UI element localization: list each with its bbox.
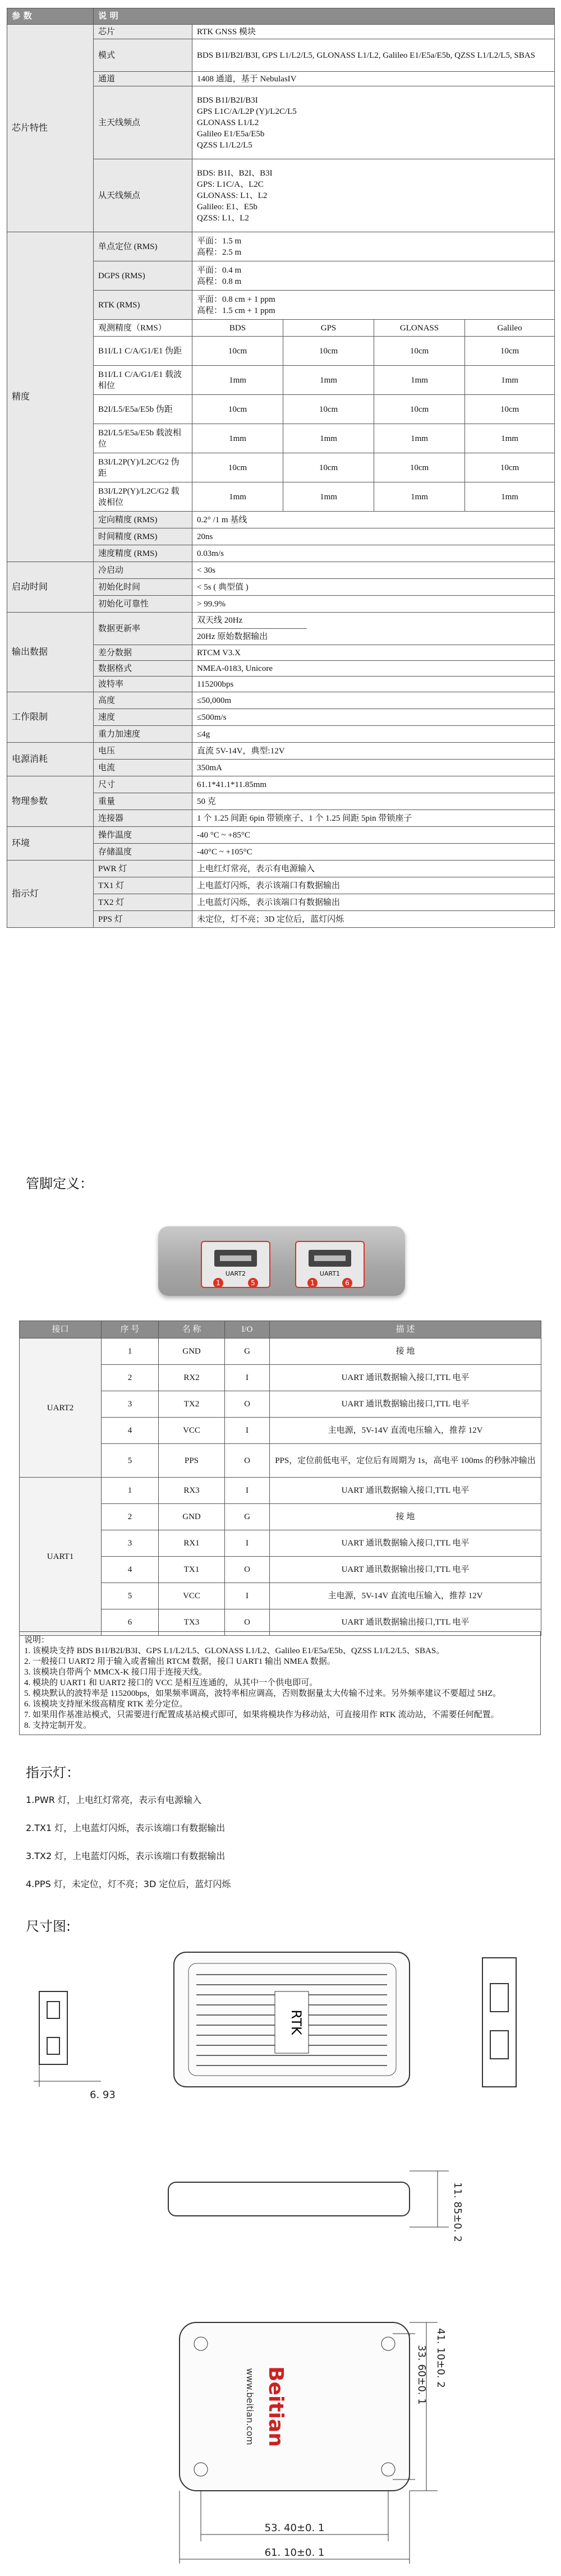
spec-table	[7, 8, 555, 928]
pin-io: O	[225, 1444, 270, 1478]
pin-name: TX1	[159, 1557, 225, 1583]
pin-header-cell: 描 述	[270, 1321, 541, 1338]
section-environment: 环境	[7, 827, 94, 861]
uart1-group: UART1	[20, 1478, 102, 1636]
pin-no: 5	[102, 1444, 159, 1478]
pin-header-cell: I/O	[225, 1321, 270, 1338]
row-value: ≤500m/s	[192, 709, 555, 726]
connector-icon	[214, 1250, 257, 1267]
row-label: 操作温度	[94, 827, 192, 844]
row-label: RTK (RMS)	[94, 291, 192, 320]
pin-no: 6	[102, 1609, 159, 1636]
dim-side: 6. 93	[90, 2089, 116, 2101]
line: Galileo: E1、E5b	[197, 202, 257, 211]
pin-io: G	[225, 1504, 270, 1530]
row-value: 1408 通道，基于 NebulasIV	[192, 72, 555, 86]
row-label: 通道	[94, 72, 192, 86]
pin-name: VCC	[159, 1418, 225, 1444]
pin-name: TX3	[159, 1609, 225, 1636]
line: 平面：0.8 cm + 1 ppm	[197, 295, 275, 304]
section-limits: 工作限制	[7, 692, 94, 743]
row-label: PWR 灯	[94, 861, 192, 877]
obs-header-cell: GLONASS	[374, 320, 465, 337]
spec-header-param: 参 数	[7, 8, 94, 25]
module-body	[158, 1226, 405, 1296]
pin-io: I	[225, 1478, 270, 1504]
row-value: < 30s	[192, 562, 555, 579]
uart2-port-label: UART2	[225, 1270, 246, 1277]
uart1-port-label: UART1	[319, 1270, 341, 1277]
row-value: 0.2° /1 m 基线	[192, 512, 555, 528]
obs-cell: 1mm	[465, 366, 555, 395]
row-label: 速度精度 (RMS)	[94, 545, 192, 562]
pin-name: RX2	[159, 1365, 225, 1391]
row-value: 直流 5V-14V，典型:12V	[192, 743, 555, 760]
pin-desc: UART 通讯数据输入接口,TTL 电平	[270, 1478, 541, 1504]
row-value: < 5s ( 典型值 )	[192, 579, 555, 596]
obs-cell: 10cm	[283, 337, 374, 366]
row-value-multiline	[192, 613, 555, 645]
side-view-drawing	[22, 2149, 544, 2261]
dimension-title: 尺寸图:	[26, 1919, 71, 1934]
obs-cell: 1mm	[192, 482, 283, 512]
obs-header-cell: GPS	[283, 320, 374, 337]
uart1-port	[295, 1241, 365, 1288]
row-value: 61.1*41.1*11.85mm	[192, 776, 555, 793]
row-label: 模式	[94, 39, 192, 72]
row-value-multiline	[192, 232, 555, 261]
pin-desc: 接 地	[270, 1338, 541, 1365]
obs-cell: 10cm	[465, 337, 555, 366]
row-label: 时间精度 (RMS)	[94, 528, 192, 545]
row-value: 上电蓝灯闪烁，表示该端口有数据输出	[192, 894, 555, 911]
pin-io: I	[225, 1365, 270, 1391]
row-label: TX2 灯	[94, 894, 192, 911]
line: BDS: B1I、B2I、B3I	[197, 168, 273, 178]
row-value: 未定位，灯不亮；3D 定位后，蓝灯闪烁	[192, 911, 555, 928]
row-value: 20ns	[192, 528, 555, 545]
row-label: 尺寸	[94, 776, 192, 793]
pin-desc: UART 通讯数据输入接口,TTL 电平	[270, 1530, 541, 1557]
pin-header-cell: 名 称	[159, 1321, 225, 1338]
dim-width-inner: 53. 40±0. 1	[264, 2522, 325, 2534]
line: 双天线 20Hz	[192, 613, 307, 629]
indicator-item: 2.TX1 灯，上电蓝灯闪烁，表示该端口有数据输出	[26, 1823, 226, 1833]
row-label: 波特率	[94, 677, 192, 692]
obs-cell: 1mm	[192, 424, 283, 453]
pin-header-cell: 接口	[20, 1321, 102, 1338]
pin-name: PPS	[159, 1444, 225, 1478]
line: GLONASS: L1、L2	[197, 191, 268, 200]
pin-io: I	[225, 1583, 270, 1609]
pin-desc: 接 地	[270, 1504, 541, 1530]
row-value: > 99.9%	[192, 596, 555, 613]
row-value: NMEA-0183, Unicore	[192, 661, 555, 677]
section-leds: 指示灯	[7, 861, 94, 928]
pin-header-row	[20, 1321, 541, 1338]
note-item: 4. 模块的 UART1 和 UART2 接口的 VCC 是相互连通的，从其中一个供电即可。	[24, 1678, 318, 1687]
notes-title: 说明：	[24, 1636, 50, 1645]
obs-label: B2I/L5/E5a/E5b 载波相位	[94, 424, 192, 453]
row-label: 电流	[94, 760, 192, 776]
rtk-label: RTK	[288, 2009, 304, 2035]
section-startup: 启动时间	[7, 562, 94, 613]
obs-cell: 10cm	[192, 395, 283, 424]
pin-marker: 1	[213, 1278, 223, 1288]
pin-no: 4	[102, 1418, 159, 1444]
dim-width-outer: 61. 10±0. 1	[264, 2547, 325, 2559]
line: 平面：1.5 m	[197, 236, 242, 246]
obs-cell: 10cm	[465, 453, 555, 482]
obs-cell: 1mm	[374, 366, 465, 395]
row-value: RTK GNSS 模块	[192, 25, 555, 39]
line: GPS L1C/A/L2P (Y)/L2C/L5	[197, 107, 297, 116]
pin-desc: PPS，定位前低电平，定位后有周期为 1s，高电平 100ms 的秒脉冲输出	[270, 1444, 541, 1478]
row-label: 存储温度	[94, 844, 192, 861]
line: QZSS L1/L2/L5	[197, 140, 252, 150]
obs-cell: 1mm	[374, 482, 465, 512]
obs-cell: 10cm	[192, 453, 283, 482]
spec-header-row	[7, 8, 555, 25]
obs-header-cell: 观测精度（RMS）	[94, 320, 192, 337]
pin-header-cell: 序 号	[102, 1321, 159, 1338]
row-value: 上电红灯常亮，表示有电源输入	[192, 861, 555, 877]
pin-no: 4	[102, 1557, 159, 1583]
pin-desc: UART 通讯数据输出接口,TTL 电平	[270, 1609, 541, 1636]
pin-desc: UART 通讯数据输入接口,TTL 电平	[270, 1365, 541, 1391]
row-value: -40 °C ~ +85°C	[192, 827, 555, 844]
uart2-group: UART2	[20, 1338, 102, 1478]
obs-cell: 1mm	[283, 424, 374, 453]
obs-cell: 10cm	[192, 337, 283, 366]
pin-io: O	[225, 1609, 270, 1636]
pin-name: TX2	[159, 1391, 225, 1418]
obs-header-cell: BDS	[192, 320, 283, 337]
pin-desc: 主电源，5V-14V 直流电压输入，推荐 12V	[270, 1583, 541, 1609]
pin-table	[19, 1321, 541, 1636]
note-item: 3. 该模块自带两个 MMCX-K 接口用于连接天线。	[24, 1668, 207, 1677]
pin-desc: UART 通讯数据输出接口,TTL 电平	[270, 1557, 541, 1583]
row-value: -40°C ~ +105°C	[192, 844, 555, 861]
row-label: 重量	[94, 793, 192, 810]
top-view-drawing	[22, 1941, 544, 2109]
note-item: 6. 该模块支持厘米级高精度 RTK 差分定位。	[24, 1700, 188, 1709]
pin-io: I	[225, 1530, 270, 1557]
row-label: 冷启动	[94, 562, 192, 579]
bottom-view-drawing	[22, 2311, 544, 2575]
obs-cell: 10cm	[283, 395, 374, 424]
obs-label: B1I/L1 C/A/G1/E1 伪距	[94, 337, 192, 366]
row-label: 主天线频点	[94, 86, 192, 159]
notes-box	[19, 1631, 541, 1735]
pin-marker: 6	[342, 1278, 352, 1288]
pin-desc: UART 通讯数据输出接口,TTL 电平	[270, 1391, 541, 1418]
line: QZSS: L1、L2	[197, 213, 249, 223]
section-power: 电源消耗	[7, 743, 94, 776]
brand-url: www.beitian.com	[245, 2368, 255, 2445]
row-value: ≤50,000m	[192, 692, 555, 709]
section-chip: 芯片特性	[7, 25, 94, 232]
obs-cell: 1mm	[283, 482, 374, 512]
obs-label: B3I/L2P(Y)/L2C/G2 伪距	[94, 453, 192, 482]
dim-depth-inner: 33. 60±0. 1	[416, 2345, 427, 2405]
pin-row	[20, 1338, 541, 1365]
module-photo	[153, 1216, 411, 1306]
pin-no: 2	[102, 1504, 159, 1530]
line: 20Hz 原始数据输出	[197, 632, 268, 641]
note-item: 7. 如果用作基准站模式，只需要进行配置成基站模式即可，如果将模块作为移动站，可直接用作 RTK 流动站，不需要任何配置。	[24, 1710, 499, 1719]
obs-cell: 1mm	[465, 482, 555, 512]
indicator-item: 4.PPS 灯，未定位，灯不亮；3D 定位后，蓝灯闪烁	[26, 1879, 231, 1889]
pin-name: VCC	[159, 1583, 225, 1609]
row-label: 连接器	[94, 810, 192, 827]
row-label: 高度	[94, 692, 192, 709]
pin-io: I	[225, 1418, 270, 1444]
row-label: 初始化可靠性	[94, 596, 192, 613]
obs-label: B3I/L2P(Y)/L2C/G2 载波相位	[94, 482, 192, 512]
row-label: 重力加速度	[94, 726, 192, 743]
row-label: 差分数据	[94, 645, 192, 661]
pin-io: O	[225, 1391, 270, 1418]
obs-cell: 10cm	[283, 453, 374, 482]
row-value: 350mA	[192, 760, 555, 776]
line: GPS: L1C/A、L2C	[197, 180, 264, 189]
row-value: 0.03m/s	[192, 545, 555, 562]
pin-io: G	[225, 1338, 270, 1365]
row-value: RTCM V3.X	[192, 645, 555, 661]
row-value-multiline	[192, 86, 555, 159]
pin-io: O	[225, 1557, 270, 1583]
pin-name: RX3	[159, 1478, 225, 1504]
row-value: 上电蓝灯闪烁，表示该端口有数据输出	[192, 877, 555, 894]
row-label: 从天线频点	[94, 159, 192, 232]
row-value: ≤4g	[192, 726, 555, 743]
section-accuracy: 精度	[7, 232, 94, 562]
line: 高程：1.5 cm + 1 ppm	[197, 306, 275, 315]
row-value: 50 克	[192, 793, 555, 810]
pin-no: 3	[102, 1391, 159, 1418]
obs-cell: 10cm	[374, 395, 465, 424]
line: GLONASS L1/L2	[197, 118, 259, 127]
row-label: PPS 灯	[94, 911, 192, 928]
note-item: 1. 该模块支持 BDS B1I/B2I/B3I、GPS L1/L2/L5、GLONASS L1/L2、Galileo E1/E5a/E5b、QZSS L1/L2/L5、SBAS。	[24, 1646, 445, 1655]
pin-no: 2	[102, 1365, 159, 1391]
line: Galileo E1/E5a/E5b	[197, 129, 265, 139]
pin-definition-title: 管脚定义：	[26, 1176, 93, 1192]
pin-no: 1	[102, 1478, 159, 1504]
pin-no: 3	[102, 1530, 159, 1557]
dim-height: 11. 85±0. 2	[452, 2182, 463, 2242]
uart2-port	[201, 1241, 270, 1288]
obs-cell: 1mm	[374, 424, 465, 453]
obs-cell: 1mm	[192, 366, 283, 395]
row-label: 芯片	[94, 25, 192, 39]
obs-label: B1I/L1 C/A/G1/E1 载波相位	[94, 366, 192, 395]
pin-name: GND	[159, 1504, 225, 1530]
row-label: 初始化时间	[94, 579, 192, 596]
pin-no: 1	[102, 1338, 159, 1365]
row-label: 数据格式	[94, 661, 192, 677]
row-value-multiline	[192, 261, 555, 291]
pin-no: 5	[102, 1583, 159, 1609]
obs-cell: 1mm	[465, 424, 555, 453]
row-label: 单点定位 (RMS)	[94, 232, 192, 261]
row-value: 1 个 1.25 间距 6pin 带锁座子、1 个 1.25 间距 5pin 带锁座子	[192, 810, 555, 827]
obs-label: B2I/L5/E5a/E5b 伪距	[94, 395, 192, 424]
indicator-item: 3.TX2 灯，上电蓝灯闪烁，表示该端口有数据输出	[26, 1851, 226, 1861]
row-value: BDS B1I/B2I/B3I, GPS L1/L2/L5, GLONASS L1/L2, Galileo E1/E5a/E5b, QZSS L1/L2/L5, SBAS	[192, 39, 555, 72]
section-physical: 物理参数	[7, 776, 94, 827]
obs-header-cell: Galileo	[465, 320, 555, 337]
row-label: 定向精度 (RMS)	[94, 512, 192, 528]
dim-depth-outer: 41. 10±0. 2	[435, 2328, 447, 2388]
obs-cell: 1mm	[283, 366, 374, 395]
line: 高程：0.8 m	[197, 277, 242, 286]
note-item: 5. 模块默认的波特率是 115200bps，如果频率调高，波特率相应调高，否则数据量太大传输不过来。另外频率建议不要超过 5HZ。	[24, 1689, 502, 1698]
row-value-multiline	[192, 159, 555, 232]
note-item: 2. 一般接口 UART2 用于输入或者输出 RTCM 数据，接口 UART1 输出 NMEA 数据。	[24, 1657, 335, 1666]
pin-marker: 5	[248, 1278, 258, 1288]
pin-marker: 1	[307, 1278, 318, 1288]
row-label: 电压	[94, 743, 192, 760]
pin-desc: 主电源，5V-14V 直流电压输入，推荐 12V	[270, 1418, 541, 1444]
line: 高程：2.5 m	[197, 247, 242, 257]
note-item: 8. 支持定制开发。	[24, 1721, 92, 1730]
pin-name: GND	[159, 1338, 225, 1365]
line: BDS B1I/B2I/B3I	[197, 95, 258, 105]
row-label: 速度	[94, 709, 192, 726]
row-value-multiline	[192, 291, 555, 320]
obs-cell: 10cm	[374, 453, 465, 482]
indicator-item: 1.PWR 灯，上电红灯常亮，表示有电源输入	[26, 1795, 201, 1805]
pin-name: RX1	[159, 1530, 225, 1557]
obs-cell: 10cm	[374, 337, 465, 366]
row-label: 数据更新率	[94, 613, 192, 645]
pin-row	[20, 1478, 541, 1504]
indicator-title: 指示灯：	[26, 1765, 80, 1781]
spec-header-desc: 说 明	[94, 8, 555, 25]
row-label: TX1 灯	[94, 877, 192, 894]
section-output: 输出数据	[7, 613, 94, 692]
connector-icon	[309, 1250, 351, 1267]
obs-cell: 10cm	[465, 395, 555, 424]
row-value: 115200bps	[192, 677, 555, 692]
row-label: DGPS (RMS)	[94, 261, 192, 291]
line: 平面：0.4 m	[197, 265, 242, 275]
brand-logo: Beitian	[264, 2366, 287, 2447]
